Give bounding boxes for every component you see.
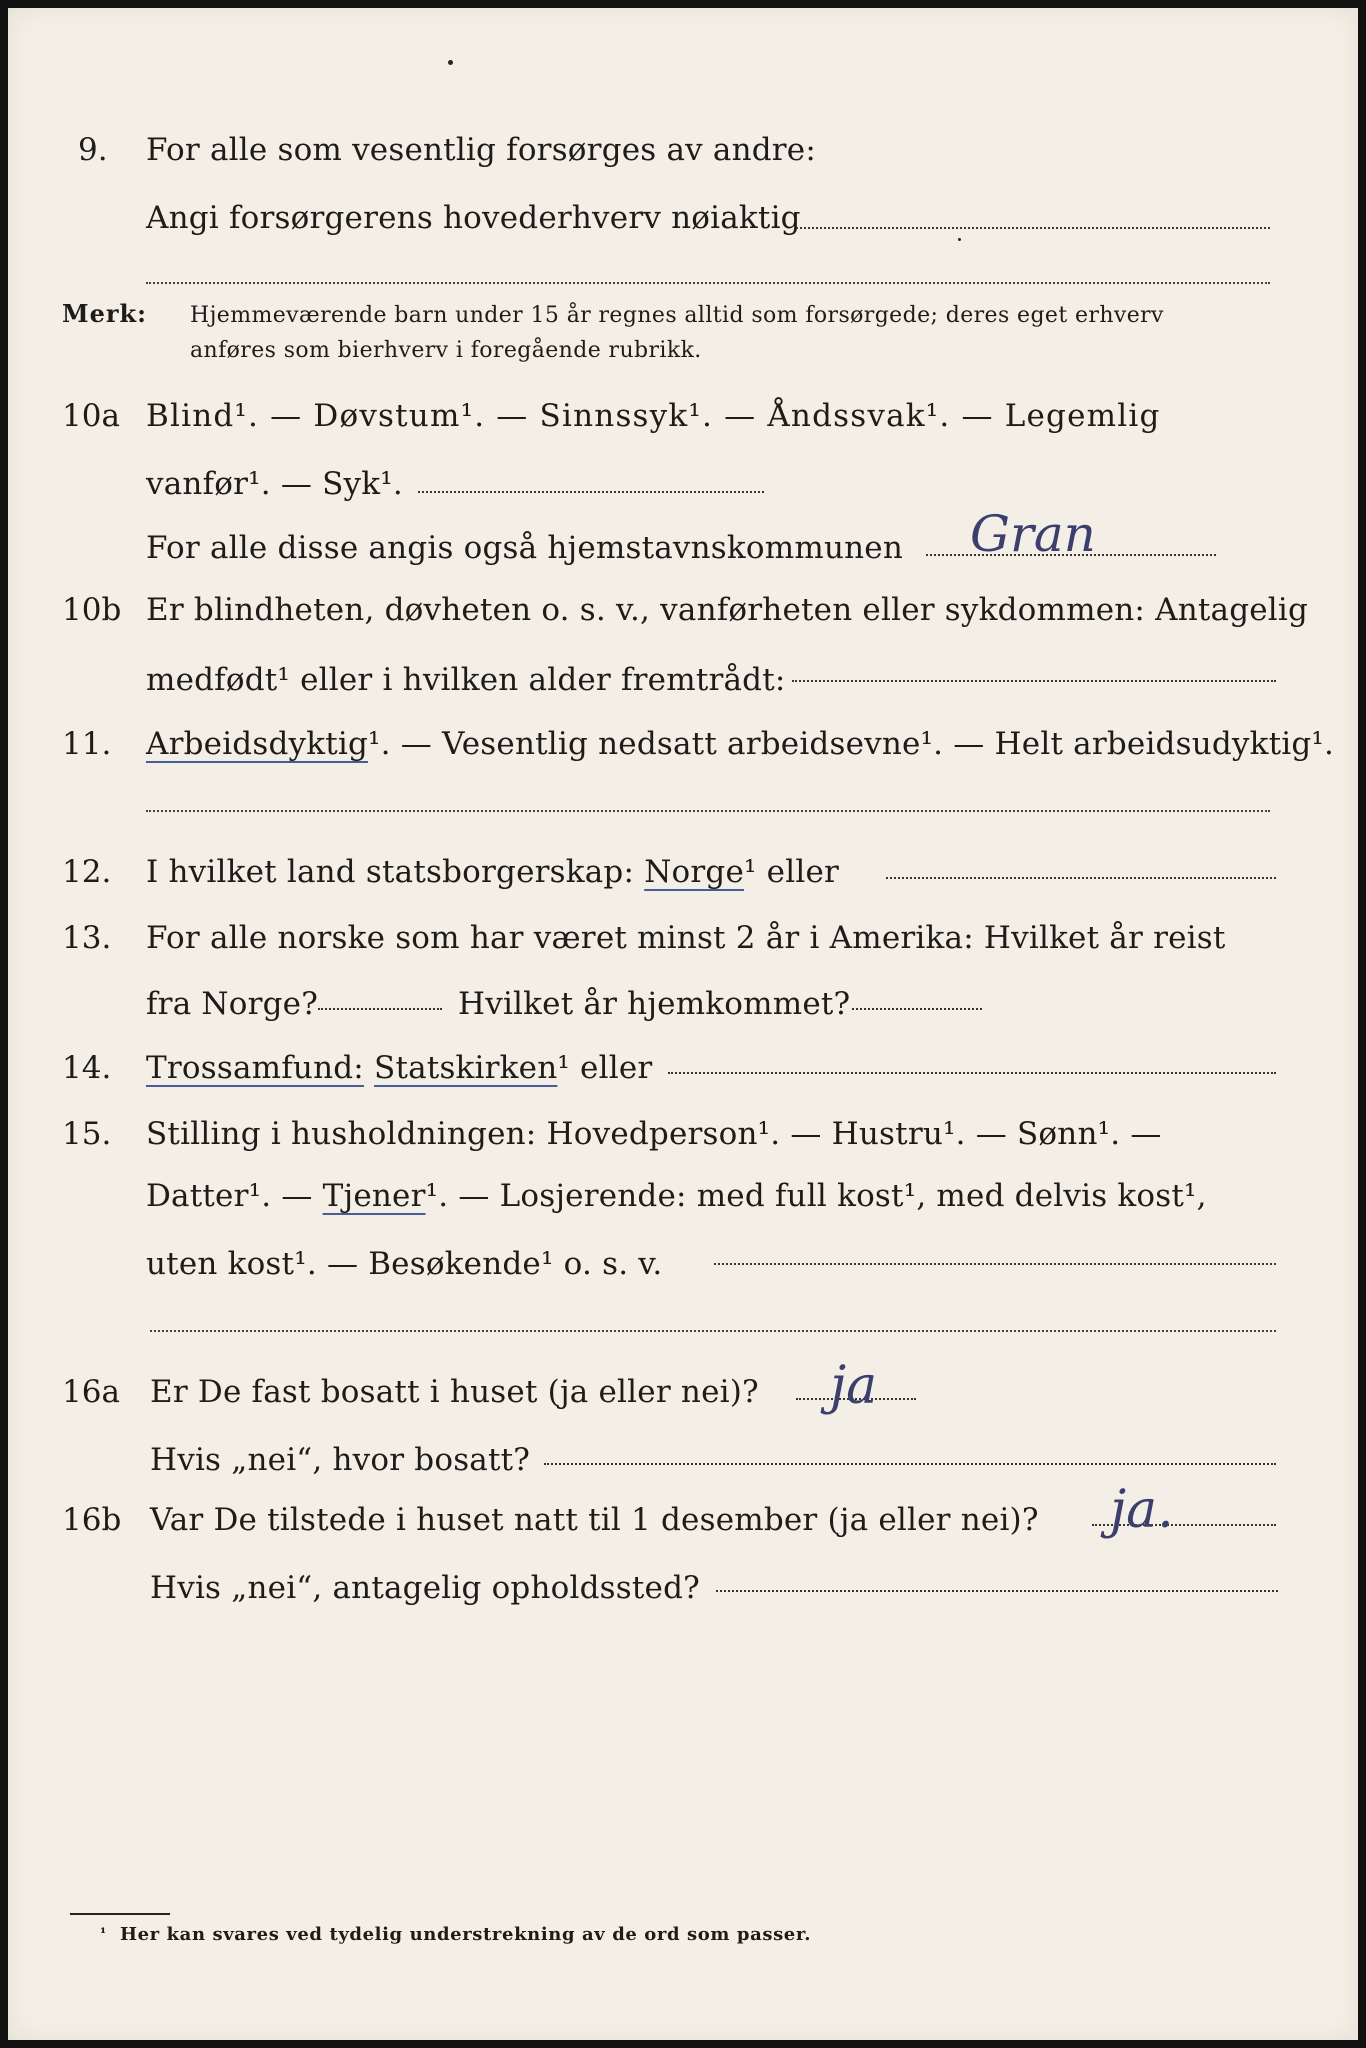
merk-label: Merk:: [62, 299, 147, 328]
footnote-rule: [70, 1913, 170, 1915]
q13-question: For alle norske som har været minst 2 år i Amerika: Hvilket år reist: [146, 920, 1226, 956]
q15-options: Stilling i husholdningen: Hovedperson¹. — Hustru¹. — Sønn¹. —: [146, 1116, 1162, 1152]
q15-options-cont: [146, 1178, 1207, 1214]
q11-extra-line[interactable]: [146, 810, 1270, 812]
q10b-answer-line[interactable]: [792, 680, 1276, 682]
q10b-question-cont: medfødt¹ eller i hvilken alder fremtrådt:: [146, 662, 786, 698]
q16b-opholdssted: Hvis „nei“, antagelig opholdssted?: [150, 1570, 700, 1606]
q12-number: 12.: [62, 854, 112, 890]
q13-hjemkommet: Hvilket år hjemkommet?: [458, 986, 851, 1022]
bosatt-answer: ja: [830, 1356, 878, 1416]
q9-number: 9.: [78, 132, 108, 168]
q14-question: [146, 1050, 652, 1086]
q16b-number: 16b: [62, 1502, 122, 1538]
q10a-options: Blind¹. — Døvstum¹. — Sinnssyk¹. — Åndssvak¹. — Legemlig: [146, 398, 1161, 434]
q10a-syk-line[interactable]: [418, 491, 764, 493]
footnote-text: Her kan svares ved tydelig understrekning av de ord som passer.: [120, 1924, 812, 1945]
q11-options: [146, 726, 1334, 762]
q14-statskirken: Statskirken: [374, 1050, 558, 1086]
q11-number: 11.: [62, 726, 112, 762]
q16b-opholdssted-line[interactable]: [716, 1590, 1278, 1592]
q9-extra-line[interactable]: [146, 282, 1270, 284]
q11-options-rest: ¹. — Vesentlig nedsatt arbeidsevne¹. — Helt arbeidsudyktig¹.: [368, 726, 1335, 762]
q13-reist-line[interactable]: [318, 1008, 442, 1010]
q12-norge: Norge: [644, 854, 744, 890]
q14-number: 14.: [62, 1050, 112, 1086]
q10a-number: 10a: [62, 398, 120, 434]
q9-question: Angi forsørgerens hovederhverv nøiaktig: [146, 200, 801, 236]
hjemstavn-answer: Gran: [970, 505, 1096, 563]
paper-speck: [448, 60, 453, 65]
q12-answer-line[interactable]: [886, 877, 1276, 879]
q13-reist: fra Norge?: [146, 986, 319, 1022]
q14-eller: ¹ eller: [557, 1050, 653, 1086]
paper-speck: [958, 238, 961, 241]
q15-answer-line[interactable]: [714, 1263, 1276, 1265]
q15-tjener: Tjener: [322, 1178, 426, 1214]
q16a-number: 16a: [62, 1374, 120, 1410]
q10a-hjemstavn-question: For alle disse angis også hjemstavnskommunen: [146, 530, 903, 566]
tilstede-answer: ja.: [1110, 1480, 1174, 1540]
q16b-question: Var De tilstede i huset natt til 1 desember (ja eller nei)?: [150, 1502, 1039, 1538]
q13-number: 13.: [62, 920, 112, 956]
q15-extra-line[interactable]: [150, 1330, 1276, 1332]
q15-losjerende: ¹. — Losjerende: med full kost¹, med delvis kost¹,: [425, 1178, 1207, 1214]
q12-question-text: I hvilket land statsborgerskap:: [146, 854, 635, 890]
q13-hjemkommet-line[interactable]: [852, 1008, 982, 1010]
q12-eller: ¹ eller: [744, 854, 840, 890]
merk-note-line-1: Hjemmeværende barn under 15 år regnes alltid som forsørgede; deres eget erhverv: [190, 303, 1164, 328]
q14-answer-line[interactable]: [668, 1072, 1276, 1074]
q15-number: 15.: [62, 1116, 112, 1152]
q10b-number: 10b: [62, 592, 122, 628]
q15-datter: Datter¹. —: [146, 1178, 313, 1214]
q9-text: For alle som vesentlig forsørges av andre:: [146, 132, 816, 168]
q9-answer-line[interactable]: [796, 227, 1270, 229]
q10a-options-cont: vanfør¹. — Syk¹.: [146, 466, 403, 502]
q15-options-end: uten kost¹. — Besøkende¹ o. s. v.: [146, 1246, 663, 1282]
q12-question: [146, 854, 839, 890]
q16a-hvor-line[interactable]: [544, 1463, 1276, 1465]
q14-trossamfund: Trossamfund:: [146, 1050, 364, 1086]
q11-arbeidsdyktig: Arbeidsdyktig: [146, 726, 369, 762]
merk-note-line-2: anføres som bierhverv i foregående rubrikk.: [190, 338, 702, 363]
q10b-question: Er blindheten, døvheten o. s. v., vanførheten eller sykdommen: Antagelig: [146, 592, 1309, 628]
q16a-hvor-bosatt: Hvis „nei“, hvor bosatt?: [150, 1442, 531, 1478]
q16a-question: Er De fast bosatt i huset (ja eller nei)?: [150, 1374, 759, 1410]
footnote-mark: ¹: [100, 1926, 107, 1942]
